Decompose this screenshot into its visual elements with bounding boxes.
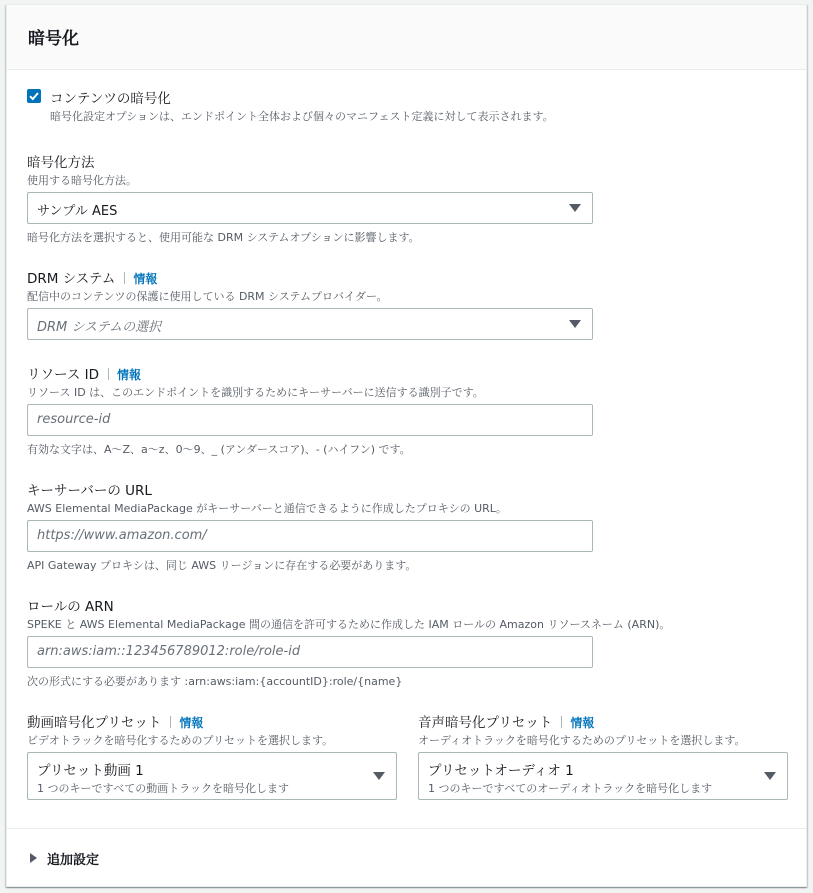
role-arn-input[interactable] — [27, 636, 593, 668]
audio-preset-value-description: 1 つのキーですべてのオーディオトラックを暗号化します — [428, 782, 713, 795]
content-encryption-description: 暗号化設定オプションは、エンドポイント全体および個々のマニフェスト定義に対して表示されます。 — [50, 110, 554, 123]
panel-header — [7, 5, 806, 70]
content-encryption-label[interactable]: コンテンツの暗号化 — [50, 91, 171, 107]
content-encryption-checkbox[interactable] — [27, 89, 41, 103]
panel-title: 暗号化 — [28, 29, 79, 49]
key-server-url-placeholder: https://www.amazon.com/ — [37, 528, 207, 543]
audio-preset-label: 音声暗号化プリセット — [418, 715, 553, 731]
video-preset-info-link[interactable]: 情報 — [179, 716, 204, 730]
drm-system-select[interactable] — [27, 308, 593, 340]
key-server-url-label: キーサーバーの URL — [27, 483, 152, 499]
divider — [124, 272, 125, 284]
caret-right-icon[interactable] — [30, 853, 37, 863]
caret-down-icon — [569, 204, 581, 212]
drm-system-placeholder: DRM システムの選択 — [37, 320, 162, 335]
audio-preset-description: オーディオトラックを暗号化するためのプリセットを選択します。 — [418, 734, 746, 747]
key-server-url-description: AWS Elemental MediaPackage がキーサーバーと通信できるように作成したプロキシの URL。 — [27, 502, 507, 515]
drm-system-description: 配信中のコンテンツの保護に使用している DRM システムプロバイダー。 — [27, 290, 388, 303]
additional-settings-toggle[interactable]: 追加設定 — [47, 853, 100, 868]
video-preset-description: ビデオトラックを暗号化するためのプリセットを選択します。 — [27, 734, 334, 747]
audio-preset-info-link[interactable]: 情報 — [570, 716, 595, 730]
drm-system-label: DRM システム — [27, 271, 116, 287]
role-arn-description: SPEKE と AWS Elemental MediaPackage 間の通信を許可するために作成した IAM ロールの Amazon リソースネーム (ARN)。 — [27, 618, 671, 631]
resource-id-label-row — [27, 363, 141, 383]
resource-id-input[interactable] — [27, 404, 593, 436]
video-preset-select[interactable] — [27, 752, 397, 800]
resource-id-info-link[interactable]: 情報 — [117, 368, 142, 382]
audio-preset-select[interactable] — [418, 752, 788, 800]
resource-id-label: リソース ID — [27, 367, 99, 383]
section-divider — [7, 828, 806, 829]
divider — [561, 716, 562, 728]
checkmark-icon — [28, 90, 40, 102]
caret-down-icon — [764, 772, 776, 780]
drm-system-info-link[interactable]: 情報 — [133, 272, 158, 286]
audio-preset-label-row — [418, 711, 594, 731]
video-preset-label: 動画暗号化プリセット — [27, 715, 162, 731]
encryption-method-select[interactable] — [27, 192, 593, 224]
encryption-method-hint: 暗号化方法を選択すると、使用可能な DRM システムオプションに影響します。 — [27, 231, 420, 244]
caret-down-icon — [373, 772, 385, 780]
encryption-method-description: 使用する暗号化方法。 — [27, 174, 137, 187]
divider — [108, 368, 109, 380]
encryption-method-value: サンプル AES — [37, 204, 118, 219]
key-server-url-hint: API Gateway プロキシは、同じ AWS リージョンに存在する必要があります。 — [27, 559, 417, 572]
video-preset-label-row — [27, 711, 203, 731]
resource-id-placeholder: resource-id — [37, 412, 111, 427]
resource-id-hint: 有効な文字は、A～Z、a～z、0～9、_ (アンダースコア)、- (ハイフン) です。 — [27, 443, 411, 456]
encryption-method-label: 暗号化方法 — [27, 155, 95, 171]
divider — [170, 716, 171, 728]
caret-down-icon — [569, 320, 581, 328]
video-preset-value: プリセット動画 1 — [37, 763, 144, 779]
video-preset-value-description: 1 つのキーですべての動画トラックを暗号化します — [37, 782, 290, 795]
role-arn-hint: 次の形式にする必要があります :arn:aws:iam:{accountID}:role/{name} — [27, 675, 403, 688]
key-server-url-input[interactable] — [27, 520, 593, 552]
audio-preset-value: プリセットオーディオ 1 — [428, 763, 574, 779]
resource-id-description: リソース ID は、このエンドポイントを識別するためにキーサーバーに送信する識別子です。 — [27, 386, 484, 399]
role-arn-placeholder: arn:aws:iam::123456789012:role/role-id — [37, 644, 301, 659]
drm-system-label-row — [27, 267, 157, 287]
role-arn-label: ロールの ARN — [27, 599, 114, 615]
encryption-panel — [6, 4, 807, 887]
